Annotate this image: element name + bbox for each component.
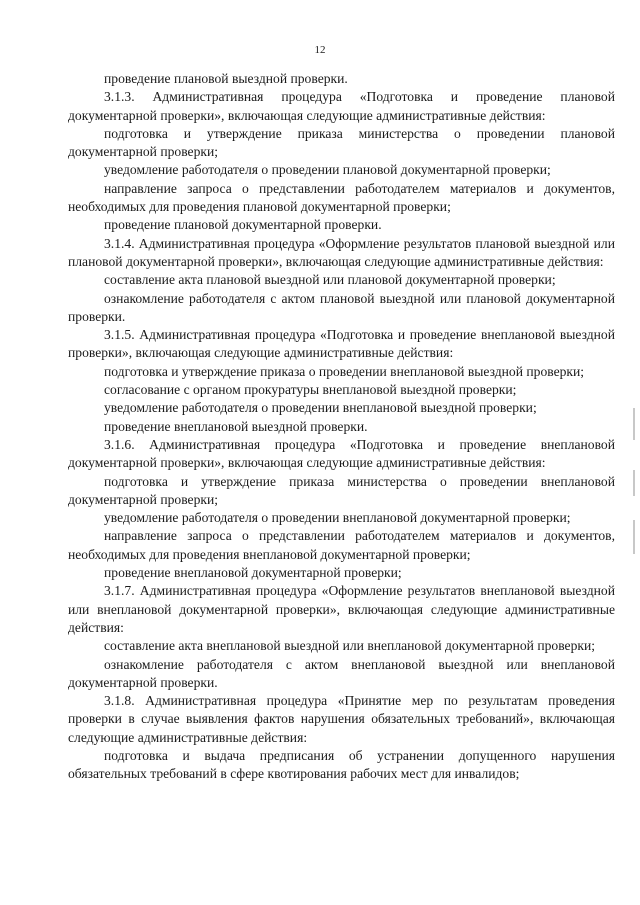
paragraph: подготовка и утверждение приказа министерства о проведении плановой документарной проверки; (68, 125, 615, 160)
paragraph: проведение плановой выездной проверки. (104, 71, 348, 86)
paragraph: проведение плановой документарной проверки. (104, 217, 382, 233)
scan-edge-mark (633, 408, 635, 440)
paragraph: 3.1.3. Административная процедура «Подготовка и проведение плановой документарной проверки», включающая следующие административные действия: (68, 89, 615, 123)
paragraph: подготовка и утверждение приказа министерства о проведении внеплановой документарной проверки; (68, 473, 615, 507)
paragraph: направление запроса о представлении работодателем материалов и документов, необходимых для проведения плановой документарной проверки; (68, 180, 615, 215)
paragraph: проведение внеплановой документарной проверки; (104, 565, 402, 581)
paragraph: подготовка и утверждение приказа о проведении внеплановой выездной проверки; (104, 363, 585, 379)
paragraph: подготовка и выдача предписания об устранении допущенного нарушения обязательных требований в сфере квотирования рабочих мест для инвалидов; (68, 747, 615, 782)
paragraph: 3.1.8. Административная процедура «Принятие мер по результатам проведения проверки в случае выявления фактов нарушения обязательных требований», включающая следующие административные действия: (68, 693, 615, 745)
paragraph: ознакомление работодателя с актом плановой выездной или плановой документарной проверки. (68, 290, 615, 324)
paragraph: направление запроса о представлении работодателем материалов и документов, необходимых для проведения внеплановой документарной проверки; (68, 528, 615, 562)
document-body (68, 70, 615, 784)
paragraph: уведомление работодателя о проведении плановой документарной проверки; (104, 162, 551, 178)
paragraph: составление акта плановой выездной или плановой документарной проверки; (104, 272, 556, 288)
paragraph: 3.1.6. Административная процедура «Подготовка и проведение внеплановой документарной проверки», включающая следующие административные действия: (68, 436, 615, 471)
paragraph: 3.1.7. Административная процедура «Оформление результатов внеплановой выездной или внеплановой документарной проверки», включающая следующие административные действия: (68, 583, 615, 635)
paragraph: уведомление работодателя о проведении внеплановой выездной проверки; (104, 400, 537, 416)
paragraph: проведение внеплановой выездной проверки. (104, 418, 368, 434)
paragraph: согласование с органом прокуратуры внеплановой выездной проверки; (104, 382, 517, 398)
paragraph: уведомление работодателя о проведении внеплановой документарной проверки; (104, 510, 571, 526)
paragraph: ознакомление работодателя с актом внеплановой выездной или внеплановой документарной проверки. (68, 656, 615, 690)
page-number: 12 (314, 44, 326, 56)
scan-edge-mark (633, 520, 635, 554)
scan-edge-mark (633, 470, 635, 496)
paragraph: 3.1.4. Административная процедура «Оформление результатов плановой выездной или плановой документарной проверки», включающая следующие административные действия: (68, 235, 615, 269)
paragraph: составление акта внеплановой выездной или внеплановой документарной проверки; (104, 638, 596, 654)
paragraph: 3.1.5. Административная процедура «Подготовка и проведение внеплановой выездной проверки», включающая следующие административные действия: (68, 327, 615, 361)
